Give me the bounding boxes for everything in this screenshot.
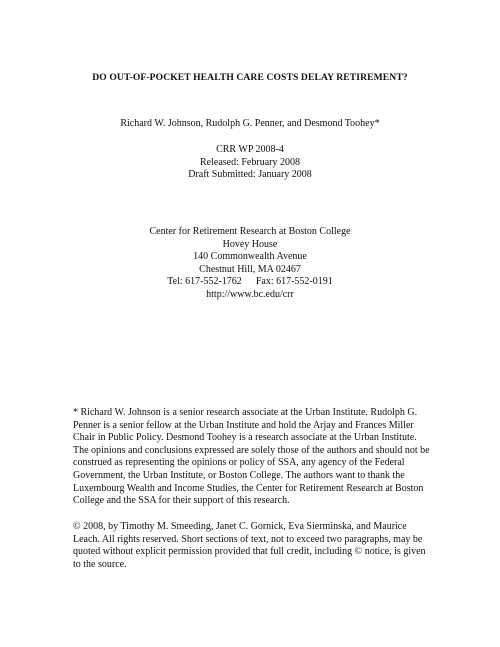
contact-numbers bbox=[0, 276, 500, 289]
author-list bbox=[0, 118, 500, 129]
website-url: http://www.bc.edu/crr bbox=[206, 288, 294, 300]
city-state-zip: Chestnut Hill, MA 02467 bbox=[199, 263, 301, 275]
footnote-line: Luxembourg Wealth and Income Studies, the Center for Retirement Research at Boston bbox=[73, 482, 424, 494]
paper-title-text: DO OUT-OF-POCKET HEALTH CARE COSTS DELAY RETIREMENT? bbox=[92, 72, 408, 83]
footnote-line: The opinions and conclusions expressed are solely those of the authors and should not be bbox=[73, 444, 430, 456]
institution-address bbox=[0, 226, 500, 302]
street-address: 140 Commonwealth Avenue bbox=[193, 251, 307, 263]
copyright-line: © 2008, by Timothy M. Smeeding, Janet C. Gornick, Eva Sierminska, and Maurice bbox=[73, 521, 407, 532]
footnote-line: construed as representing the opinions or policy of SSA, any agency of the Federal bbox=[73, 457, 405, 469]
copyright-line: quoted without explicit permission provided that full credit, including © notice, is given bbox=[73, 546, 426, 558]
author-footnote bbox=[73, 407, 435, 508]
copyright-line: to the source. bbox=[73, 558, 127, 570]
telephone-number: Tel: 617-552-1762 bbox=[167, 276, 242, 288]
draft-submitted-date: Draft Submitted: January 2008 bbox=[188, 169, 312, 181]
footnote-line: Government, the Urban Institute, or Boston College. The authors want to thank the bbox=[73, 469, 405, 481]
paper-title bbox=[0, 72, 500, 83]
footnote-line: College and the SSA for their support of this research. bbox=[73, 495, 290, 507]
building-name: Hovey House bbox=[222, 238, 278, 250]
footnote-line: * Richard W. Johnson is a senior research associate at the Urban Institute. Rudolph G. bbox=[73, 407, 418, 418]
footnote-line: Penner is a senior fellow at the Urban Institute and hold the Arjay and Frances Miller bbox=[73, 419, 414, 431]
copyright-notice bbox=[73, 521, 435, 571]
footnote-line: Chair in Public Policy. Desmond Toohey is a research associate at the Urban Institute. bbox=[73, 432, 417, 444]
fax-number: Fax: 617-552-0191 bbox=[255, 276, 333, 288]
paper-info bbox=[0, 144, 500, 182]
release-date: Released: February 2008 bbox=[200, 156, 300, 168]
working-paper-number: CRR WP 2008-4 bbox=[216, 144, 284, 155]
copyright-line: Leach. All rights reserved. Short sections of text, not to exceed two paragraphs, may be bbox=[73, 533, 423, 545]
author-names: Richard W. Johnson, Rudolph G. Penner, and Desmond Toohey* bbox=[120, 118, 380, 129]
organization-name: Center for Retirement Research at Boston College bbox=[149, 226, 351, 237]
